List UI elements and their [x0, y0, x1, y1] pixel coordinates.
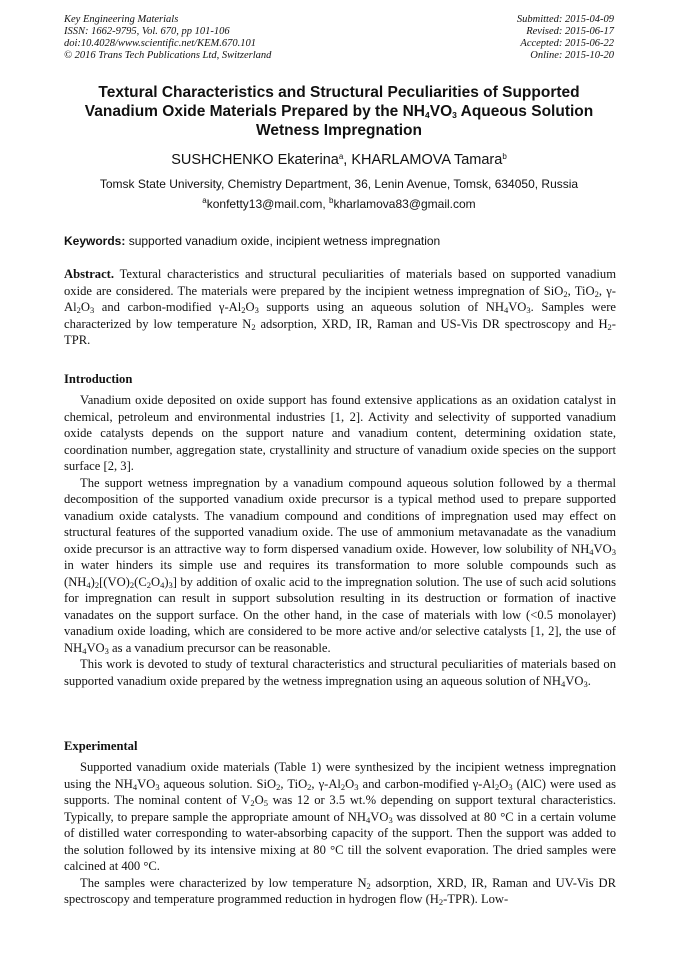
- date-submitted: Submitted: 2015-04-09: [516, 14, 614, 25]
- email-link[interactable]: kharlamova83@gmail.com: [333, 197, 476, 211]
- paragraph: The samples were characterized by low temperature $N_2$ adsorption, XRD, IR, Raman and UV-Vis DR spectroscopy and temperature programmed reduction in hydrogen flow $(H_2-TPR)$. Low-: [64, 875, 617, 907]
- title-line-1: Textural Characteristics and Structural Peculiarities of Supported: [98, 84, 580, 101]
- email-link[interactable]: konfetty13@mail.com: [206, 197, 323, 211]
- abstract: Abstract. Textural characteristics and structural peculiarities of materials based on supported vanadium oxide are considered. The materials were prepared by the incipient wetness impregnation of SiO$_2$, TiO$_2$, $\gamma-Al_2O_3$ and carbon-modified $\gamma-Al_2O_3$ supports using an aqueous solution of $NH_4VO_3$. Samples were characterized by low temperature $N_2$ adsorption, XRD, IR, Raman and US-Vis DR spectroscopy and $H_2$-TPR.: [64, 267, 616, 347]
- paragraph: This work is devoted to study of textural characteristics and structural peculiarities of materials based on supported vanadium oxide prepared by the wetness impregnation using an aqueous solution of $NH_4VO_3$.: [64, 657, 616, 689]
- date-accepted: Accepted: 2015-06-22: [520, 38, 614, 49]
- keywords-label: Keywords:: [64, 234, 126, 248]
- title-line-3: Wetness Impregnation: [256, 122, 422, 139]
- journal-copyright: © 2016 Trans Tech Publications Ltd, Switzerland: [64, 50, 272, 61]
- journal-issn: ISSN: 1662-9795, Vol. 670, pp 101-106: [64, 26, 230, 37]
- paragraph: The support wetness impregnation by a vanadium compound aqueous solution followed by a thermal decomposition of the supported vanadium oxide precursor is a typical method used to prepare supported vanadium oxide catalysts. The vanadium compound and conditions of impregnation used may effect on structural features of the supported vanadium oxide. The use of ammonium metavanadate as the vanadium oxide precursor is an attractive way to form dispersed vanadium oxide. However, low solubility of $NH_4VO_3$ in water hinders its simple use and requires its transformation to more soluble compounds such as $(NH_4)_2[(VO)_2(C_2O_4)_3]$ by addition of oxalic acid to the impregnation solution. The use of such acid solutions for impregnation can result in support subsolution resulting in its destruction or formation of inactive vanadates on the support surface. On the other hand, in the case of materials with low (<0.5 monolayer) vanadium oxide loading, which are considered to be more active and/or selective catalysts [1, 2], the use of $NH_4VO_3$ as a vanadium precursor can be reasonable.: [64, 475, 616, 656]
- paragraph: Supported vanadium oxide materials (Table 1) were synthesized by the incipient wetness impregnation using the $NH_4VO_3$ aqueous solution. SiO$_2$, TiO$_2$, $\gamma-Al_2O_3$ and carbon-modified $\gamma-Al_2O_3$ (AlC) were used as supports. The nominal content of $V_2O_5$ was 12 or 3.5 wt.% depending on support textural characteristics. Typically, to prepare sample the appropriate amount of $NH_4VO_3$ was dissolved at 80 °C in a certain volume of distilled water corresponding to water-absorbing capacity of the support. Then the support was added to the solution followed by its intensive mixing at 80 °C till the solvent evaporation. The dried samples were calcined at 400 °C.: [64, 760, 616, 873]
- introduction-body: [64, 392, 616, 689]
- section-heading-experimental: Experimental: [64, 739, 138, 753]
- publication-dates: [517, 14, 614, 62]
- affiliation: Tomsk State University, Chemistry Department, 36, Lenin Avenue, Tomsk, 634050, Russia: [99, 177, 579, 191]
- keywords-text: supported vanadium oxide, incipient wetness impregnation: [125, 234, 441, 248]
- journal-doi: doi:10.4028/www.scientific.net/KEM.670.101: [64, 38, 256, 49]
- journal-info: [64, 14, 271, 62]
- paper-title: [40, 83, 638, 140]
- abstract-label: Abstract.: [64, 267, 115, 281]
- author-list: SUSHCHENKO Ekaterina$^a$, KHARLAMOVA Tamara$^b$: [171, 152, 507, 168]
- author-name: SUSHCHENKO Ekaterina: [171, 152, 339, 168]
- title-line-2: Vanadium Oxide Materials Prepared by the $NH_4VO_3$ Aqueous Solution: [84, 103, 594, 120]
- date-online: Online: 2015-10-20: [530, 50, 614, 61]
- author-name: KHARLAMOVA Tamara: [351, 152, 503, 168]
- author-emails: $^a$konfetty13@mail.com, $^b$kharlamova83@gmail.com: [202, 196, 476, 211]
- keywords: [64, 234, 616, 249]
- paragraph: Vanadium oxide deposited on oxide support has found extensive applications as an oxidation catalyst in chemical, petroleum and environmental industries [1, 2]. Activity and selectivity of supported vanadium oxide catalysts depends on the support nature and vanadium content, determining oxidation state, coordination number, aggregation state, crystallinity and structure of vanadium oxide species on the support surface [2, 3].: [64, 393, 616, 473]
- journal-name: Key Engineering Materials: [64, 14, 179, 25]
- section-heading-introduction: Introduction: [64, 372, 133, 386]
- experimental-body: [64, 759, 616, 908]
- date-revised: Revised: 2015-06-17: [526, 26, 614, 37]
